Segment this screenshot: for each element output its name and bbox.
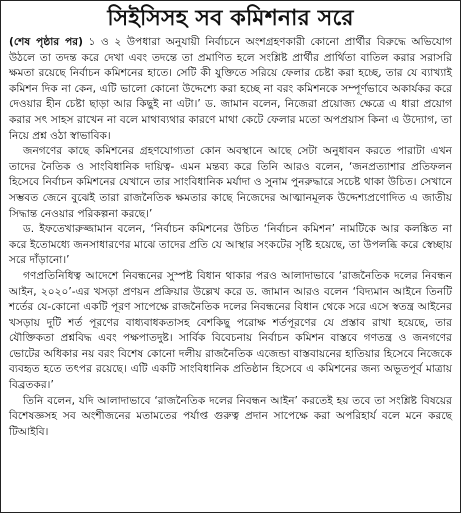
article-paragraph-3: ড. ইফতেখারুজ্জামান বলেন, ‘নির্বাচন কমিশনের উচিত ‘নির্বাচন কমিশন’ নামটিকে আর কলঙ্কিত না করে ইতোমধ্যে জনসাধারণের মাঝে তাদের প্রতি যে আস্থার সংকটের সৃষ্টি হয়েছে, তা উপলব্ধি করে স্বেচ্ছায় সরে দাঁড়ানো।’	[9, 223, 452, 267]
paragraph-text: ১ ও ২ উপধারা অনুযায়ী নির্বাচনে অংশগ্রহণকারী কোনো প্রার্থীর বিরুদ্ধে অভিযোগ উঠলে তা তদন্ত করে দেখা এবং তদন্তে তা প্রমাণিত হলে সংশ্লিষ্ট প্রার্থীর প্রার্থিতা বাতিল করার সরাসরি ক্ষমতা রয়েছে নির্বাচন কমিশনের হাতে। সেটি কী যুক্তিতে সরিয়ে ফেলার চেষ্টা করা হচ্ছে, তার যে ব্যাখ্যাই কমিশন দিক না কেন, এটি ভালো কোনো উদ্দেশ্যে করা হচ্ছে না বরং কমিশনকে সম্পূর্ণভাবে অকার্যকর করে দেওয়ার হীন চেষ্টা ছাড়া আর কিছুই না এটা।’ ড. জামান বলেন, নিজেরা প্রয়োজ্য ক্ষেত্রে এ ধারা প্রয়োগ করার সৎ সাহস রাখেন না বলে মাথাব্যথার কারণে মাথা কেটে ফেলার মতো অপপ্রয়াস কিনা এ উদ্যোগ, তা নিয়ে প্রশ্ন ওঠা স্বাভাবিক।	[9, 36, 452, 142]
article-paragraph-4: গণপ্রতিনিধিত্ব আদেশে নিবন্ধনের সুস্পষ্ট বিধান থাকার পরও আলাদাভাবে ‘রাজনৈতিক দলের নিবন্ধন আইন, ২০২০’-এর খসড়া প্রণয়ন প্রক্রিয়ার উল্লেখ করে ড. জামান আরও বলেন ‘বিদ্যমান আইনে তিনটি শর্তের যে-কোনো একটি পূরণ সাপেক্ষে রাজনৈতিক দলের নিবন্ধনের বিধান থেকে সরে এসে স্বতন্ত্র আইনের খসড়ায় দুটি শর্ত পূরণের বাধ্যবাধকতাসহ বেশকিছু পরোক্ষ শর্তপূরণের যে প্রস্তাব রাখা হয়েছে, তার যৌক্তিকতা প্রশ্নবিদ্ধ এবং পক্ষপাতদুষ্ট। সার্বিক বিবেচনায় নির্বাচন কমিশন বাস্তবে গণতন্ত্র ও জনগণের ভোটের অধিকার নয় বরং বিশেষ কোনো দলীয় রাজনৈতিক এজেন্ডা বাস্তবায়নের হাতিয়ার হিসেবে নিজেকে ব্যবহৃত হতে তৎপর রয়েছে। এটি একটি সাংবিধানিক প্রতিষ্ঠান হিসেবে এ কমিশনের জন্য অভূতপূর্ব মাত্রায় বিব্রতকর।’	[9, 269, 452, 392]
article-headline: সিইসিসহ সব কমিশনার সরে	[107, 5, 354, 31]
article-paragraph-1	[9, 35, 452, 144]
continuation-tag: (শেষ পৃষ্ঠার পর)	[9, 36, 83, 48]
article-paragraph-2: জনগণের কাছে কমিশনের গ্রহণযোগ্যতা কোন অবস্থানে আছে সেটা অনুধাবন করতে পারাটা এখন তাদের নৈতিক ও সাংবিধানিক দায়িত্ব- এমন মন্তব্য করে তিনি আরও বলেন, ‘জনপ্রত্যাশার প্রতিফলন হিসেবে নির্বাচন কমিশনের যেখানে তার সাংবিধানিক মর্যাদা ও সুনাম পুনরুদ্ধারে সচেষ্ট থাকা উচিত। সেখানে সম্ভবত জেনে বুঝেই তারা রাজনৈতিক ক্ষমতার কাছে নিজেদের আত্মানমূলক উদ্দেশ্যপ্রণোদিত এ জাতীয় সিদ্ধান্ত নেওয়ার পরিকল্পনা করছে।’	[9, 145, 452, 220]
article-paragraph-5: তিনি বলেন, যদি আলাদাভাবে ‘রাজনৈতিক দলের নিবন্ধন আইন’ করতেই হয় তবে তা সংশ্লিষ্ট বিষয়ের বিশেষজ্ঞসহ সব অংশীজনের মতামতের পর্যাপ্ত গুরুত্ব প্রদান সাপেক্ষে করা অপরিহার্য বলে মনে করছে টিআইবি।	[9, 394, 452, 438]
article-body	[9, 35, 452, 440]
